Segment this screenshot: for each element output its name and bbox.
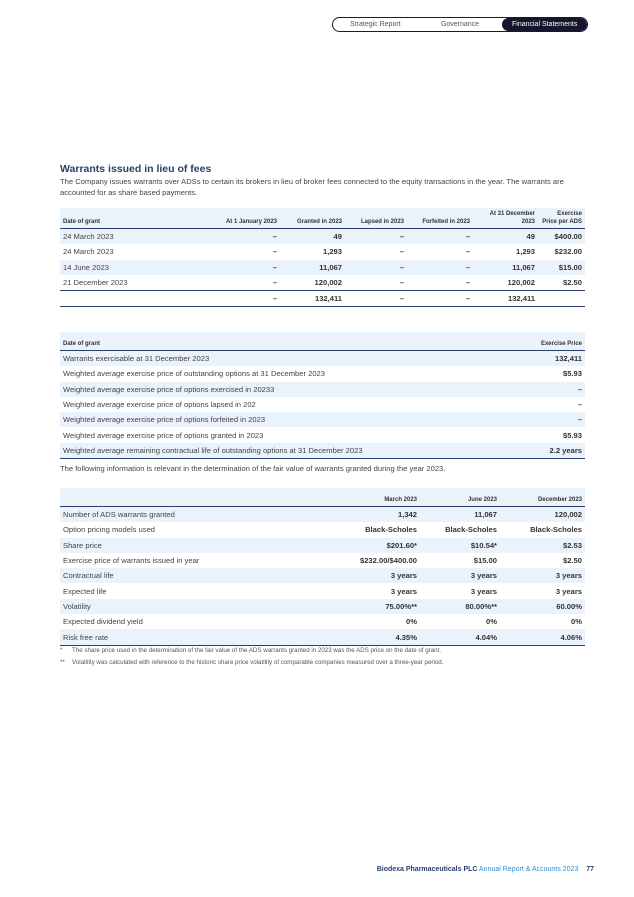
cell: –: [399, 278, 404, 288]
cell: Black-Scholes: [365, 525, 417, 535]
cell: 120,002: [554, 510, 582, 520]
cell: Weighted average exercise price of options exercised in 20233: [63, 384, 275, 394]
cell: –: [215, 291, 280, 307]
section-intro: The Company issues warrants over ADSs to certain its brokers in lieu of broker fees connected to the equity transactions in the year. The warrants are accounted for as share based payments.: [60, 177, 564, 197]
warrants-table: [60, 208, 585, 307]
cell: –: [399, 262, 404, 272]
table-row: [60, 538, 585, 553]
col-header: Date of grant: [60, 208, 215, 229]
page-footer: [377, 866, 594, 873]
cell: 14 June 2023: [63, 262, 110, 272]
cell: 4.04%: [420, 629, 500, 645]
cell: Expected life: [63, 586, 107, 596]
cell: Weighted average exercise price of options lapsed in 202: [63, 400, 256, 410]
cell: 120,002: [507, 278, 535, 288]
cell: Option pricing models used: [63, 525, 156, 535]
footnote-mark: **: [60, 659, 65, 666]
cell: Share price: [63, 540, 102, 550]
footer-report: Annual Report & Accounts 2023: [479, 866, 579, 873]
cell: Weighted average exercise price of options granted in 2023: [63, 430, 264, 440]
table-row: [60, 568, 585, 583]
cell: 132,411: [280, 291, 345, 307]
cell: $232.00/$400.00: [359, 556, 417, 566]
cell: –: [465, 232, 470, 242]
cell: $5.93: [562, 369, 582, 379]
cell: 49: [526, 232, 535, 242]
nav-tab-governance[interactable]: Governance: [440, 21, 480, 28]
table-row: [60, 397, 585, 412]
cell: 0%: [571, 617, 582, 627]
cell: Black-Scholes: [445, 525, 497, 535]
cell: 120,002: [314, 278, 342, 288]
col-header: Forfeited in 2023: [407, 208, 473, 229]
exercise-summary-table: [60, 332, 585, 459]
table-row: [60, 275, 585, 291]
cell: $15.00: [558, 262, 582, 272]
col-header: June 2023: [420, 488, 500, 507]
footnote-text: Volatility was calculated with reference to the historic share price volatility of comparable companies measured over a three-year period.: [72, 659, 444, 666]
table-row: [60, 382, 585, 397]
cell: Contractual life: [63, 571, 114, 581]
table-row: [60, 443, 585, 459]
cell: $2.50: [562, 556, 582, 566]
cell: –: [465, 278, 470, 288]
cell: –: [577, 384, 582, 394]
nav-tab-financial-statements[interactable]: Financial Statements: [502, 18, 587, 31]
cell: 3 years: [555, 586, 582, 596]
col-header: Lapsed in 2023: [345, 208, 407, 229]
cell: Exercise price of warrants issued in year: [63, 556, 200, 566]
cell: $15.00: [473, 556, 497, 566]
cell: 4.06%: [500, 629, 585, 645]
cell: 11,067: [474, 510, 497, 520]
cell: 4.35%: [330, 629, 420, 645]
footnote: [60, 645, 443, 657]
col-header: Date of grant: [60, 332, 480, 351]
cell: 75.00%**: [385, 601, 417, 611]
cell: Black-Scholes: [530, 525, 582, 535]
cell: Number of ADS warrants granted: [63, 510, 175, 520]
cell: 80.00%**: [465, 601, 497, 611]
table-row: [60, 229, 585, 245]
col-header: At 31 December 2023: [473, 208, 538, 229]
cell: –: [272, 247, 277, 257]
cell: 11,067: [319, 262, 342, 272]
footnote-text: The share price used in the determination of the fair value of the ADS warrants granted in 2023 was the ADS price on the date of grant.: [72, 647, 442, 654]
footer-company: Biodexa Pharmaceuticals PLC: [376, 866, 478, 873]
warrants-table-header: [60, 208, 585, 229]
table-row: [60, 427, 585, 442]
cell: 11,067: [512, 262, 535, 272]
fair-value-table-header: [60, 488, 585, 507]
cell: –: [577, 400, 582, 410]
table-row: [60, 260, 585, 275]
cell: 24 March 2023: [63, 232, 114, 242]
cell: 1,293: [515, 247, 535, 257]
cell: –: [399, 247, 404, 257]
cell: –: [465, 262, 470, 272]
nav-tab-strategic-report[interactable]: Strategic Report: [350, 21, 401, 28]
footnote-mark: *: [60, 647, 63, 654]
col-header: Exercise Price per ADS: [538, 208, 585, 229]
cell: 3 years: [555, 571, 582, 581]
cell: [60, 291, 215, 307]
cell: $201.60*: [386, 540, 417, 550]
cell: Weighted average exercise price of options forfeited in 2023: [63, 415, 266, 425]
cell: 3 years: [390, 571, 417, 581]
cell: Warrants exercisable at 31 December 2023: [63, 354, 210, 364]
table-row: [60, 583, 585, 598]
footnotes: [60, 645, 443, 669]
cell: $10.54*: [470, 540, 497, 550]
cell: Volatility: [63, 601, 91, 611]
cell: 132,411: [554, 354, 582, 364]
cell: 2.2 years: [480, 443, 585, 459]
table-row: [60, 351, 585, 367]
cell: 0%: [406, 617, 417, 627]
fair-value-table: [60, 488, 585, 646]
cell: 132,411: [473, 291, 538, 307]
col-header: Exercise Price: [480, 332, 585, 351]
cell: –: [577, 415, 582, 425]
table-row: [60, 366, 585, 381]
cell: –: [465, 247, 470, 257]
table-row: [60, 553, 585, 568]
cell: $5.93: [562, 430, 582, 440]
cell: –: [399, 232, 404, 242]
table-row: [60, 244, 585, 259]
table-row: [60, 412, 585, 427]
table-row: [60, 522, 585, 537]
summary-table-header: [60, 332, 585, 351]
cell: –: [407, 291, 473, 307]
cell: –: [272, 262, 277, 272]
cell: 60.00%: [556, 601, 582, 611]
cell: 21 December 2023: [63, 278, 128, 288]
cell: Weighted average exercise price of outstanding options at 31 December 2023: [63, 369, 326, 379]
cell: 49: [333, 232, 342, 242]
section-nav: [332, 17, 588, 32]
cell: $232.00: [554, 247, 582, 257]
table-row: [60, 507, 585, 523]
col-header: [60, 488, 330, 507]
cell: Risk free rate: [60, 629, 330, 645]
page-number: 77: [586, 866, 594, 873]
table-row: [60, 629, 585, 645]
cell: 0%: [486, 617, 497, 627]
cell: 1,342: [397, 510, 417, 520]
cell: 3 years: [390, 586, 417, 596]
col-header: December 2023: [500, 488, 585, 507]
cell: $2.53: [562, 540, 582, 550]
fair-value-paragraph: The following information is relevant in the determination of the fair value of warrants granted during the year 2023.: [60, 464, 446, 473]
cell: –: [272, 278, 277, 288]
table-row: [60, 614, 585, 629]
footnote: [60, 657, 443, 669]
cell: 1,293: [322, 247, 342, 257]
col-header: At 1 January 2023: [215, 208, 280, 229]
cell: 3 years: [470, 586, 497, 596]
total-row: [60, 291, 585, 307]
cell: 24 March 2023: [63, 247, 114, 257]
col-header: March 2023: [330, 488, 420, 507]
col-header: Granted in 2023: [280, 208, 345, 229]
cell: –: [272, 232, 277, 242]
table-row: [60, 599, 585, 614]
cell: $400.00: [554, 232, 582, 242]
cell: Weighted average remaining contractual life of outstanding options at 31 December 2023: [60, 443, 480, 459]
cell: Expected dividend yield: [63, 617, 143, 627]
cell: $2.50: [562, 278, 582, 288]
cell: 3 years: [470, 571, 497, 581]
cell: [538, 291, 585, 307]
section-title: Warrants issued in lieu of fees: [60, 163, 212, 175]
cell: –: [345, 291, 407, 307]
